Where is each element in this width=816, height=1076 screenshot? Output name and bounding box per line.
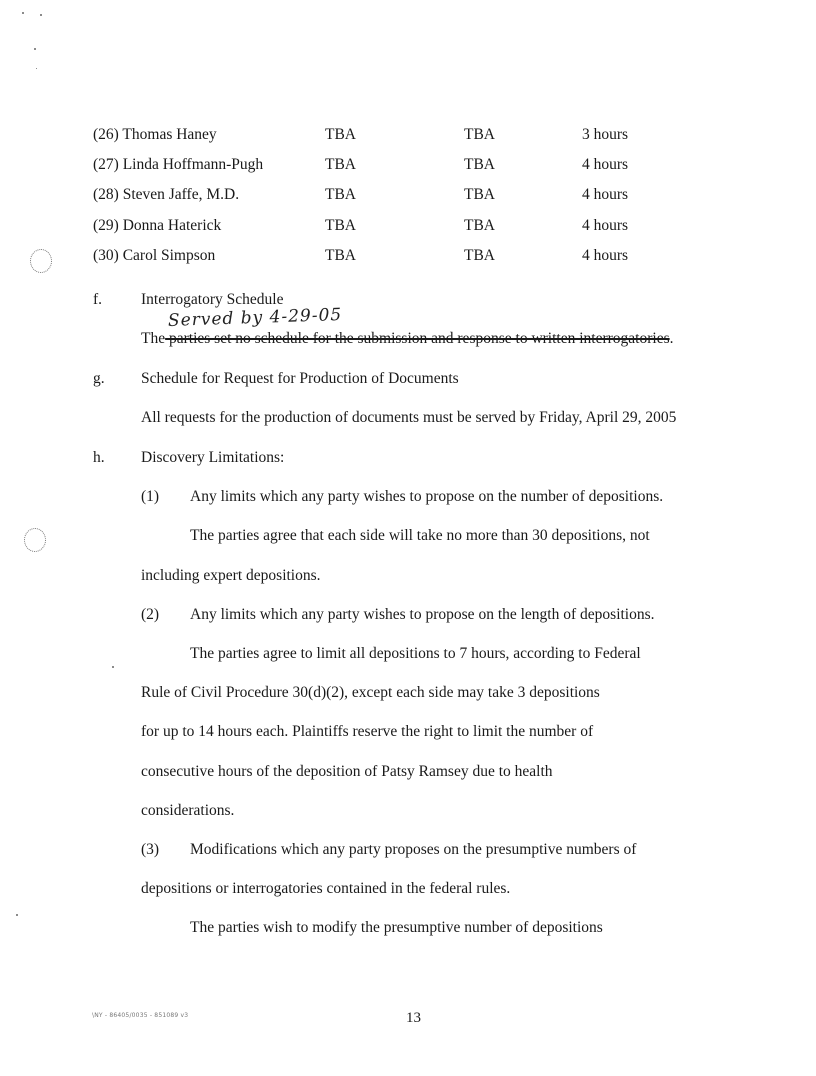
table-row [0, 247, 816, 271]
table-row [0, 126, 816, 150]
deposition-place: TBA [464, 126, 495, 143]
document-id: \NY - 86405/0035 - 851089 v3 [92, 1012, 189, 1019]
scan-speck [112, 666, 114, 668]
table-row [0, 186, 816, 210]
deposition-place: TBA [464, 217, 495, 234]
deposition-place: TBA [464, 247, 495, 264]
section-f-text-suffix: . [669, 330, 674, 347]
deposition-date: TBA [325, 217, 356, 234]
section-h-heading: Discovery Limitations: [141, 449, 285, 466]
item-2-text-line: for up to 14 hours each. Plaintiffs reserve the right to limit the number of [141, 723, 594, 740]
deposition-date: TBA [325, 247, 356, 264]
item-3-text-line: The parties wish to modify the presumptive number of depositions [190, 919, 603, 936]
deposition-duration: 4 hours [582, 247, 629, 264]
deposition-duration: 4 hours [582, 217, 629, 234]
scan-speck [16, 914, 18, 916]
section-f-letter: f. [93, 291, 103, 308]
struck-through-text: parties set no schedule for the submission and response to written interrogatories [165, 330, 670, 347]
deponent-name: (29) Donna Haterick [93, 217, 222, 234]
page-number: 13 [406, 1010, 421, 1026]
deponent-name: (27) Linda Hoffmann-Pugh [93, 156, 264, 173]
item-3-heading: Modifications which any party proposes on the presumptive numbers of [190, 841, 637, 858]
scan-speck [22, 12, 24, 14]
item-2-number: (2) [141, 606, 160, 623]
item-2-text-line: Rule of Civil Procedure 30(d)(2), except each side may take 3 depositions [141, 684, 600, 701]
scan-speck [34, 48, 36, 50]
section-g-heading: Schedule for Request for Production of Documents [141, 370, 459, 387]
scan-speck [40, 14, 42, 16]
deponent-name: (26) Thomas Haney [93, 126, 217, 143]
item-2-heading: Any limits which any party wishes to propose on the length of depositions. [190, 606, 655, 623]
deposition-duration: 3 hours [582, 126, 629, 143]
deposition-place: TBA [464, 186, 495, 203]
item-1-heading: Any limits which any party wishes to propose on the number of depositions. [190, 488, 664, 505]
section-f-text [141, 330, 673, 348]
item-1-text-line: including expert depositions. [141, 567, 321, 584]
item-2-text-line: considerations. [141, 802, 235, 819]
item-2-text-line: consecutive hours of the deposition of Patsy Ramsey due to health [141, 763, 553, 780]
item-3-text-line: depositions or interrogatories contained in the federal rules. [141, 880, 511, 897]
section-f-text-prefix: The [141, 330, 166, 347]
section-h-letter: h. [93, 449, 105, 466]
deposition-place: TBA [464, 156, 495, 173]
deponent-name: (30) Carol Simpson [93, 247, 216, 264]
deposition-duration: 4 hours [582, 186, 629, 203]
item-3-number: (3) [141, 841, 160, 858]
hole-punch-mark [24, 528, 46, 552]
section-g-letter: g. [93, 370, 105, 387]
item-1-number: (1) [141, 488, 160, 505]
section-g-text: All requests for the production of documents must be served by Friday, April 29, 2005 [141, 409, 677, 426]
scan-speck [36, 68, 37, 69]
deponent-name: (28) Steven Jaffe, M.D. [93, 186, 240, 203]
deposition-duration: 4 hours [582, 156, 629, 173]
table-row [0, 217, 816, 241]
item-1-text-line: The parties agree that each side will take no more than 30 depositions, not [190, 527, 650, 544]
table-row [0, 156, 816, 180]
section-f-heading: Interrogatory Schedule [141, 291, 284, 308]
handwritten-annotation: Served by 4-29-05 [167, 304, 343, 331]
deposition-date: TBA [325, 156, 356, 173]
item-2-text-line: The parties agree to limit all depositions to 7 hours, according to Federal [190, 645, 641, 662]
deposition-date: TBA [325, 126, 356, 143]
deposition-date: TBA [325, 186, 356, 203]
